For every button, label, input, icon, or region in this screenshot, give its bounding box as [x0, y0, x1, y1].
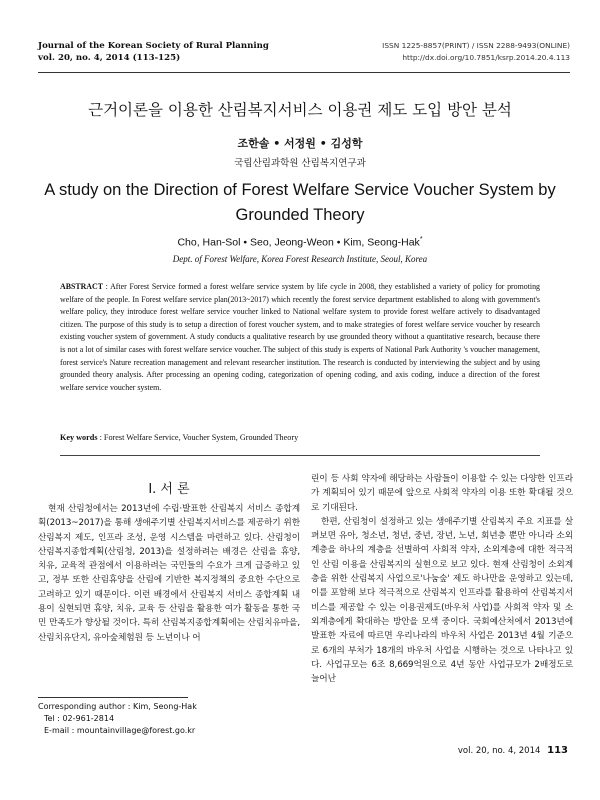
journal-header [38, 40, 269, 64]
english-authors [0, 236, 600, 249]
footnote [38, 701, 300, 737]
section-heading: I. 서 론 [148, 482, 190, 497]
keywords-text: : Forest Welfare Service, Voucher System, Grounded Theory [99, 433, 299, 442]
keywords-label: Key words [60, 433, 98, 442]
body-paragraph: 한편, 산림청이 설정하고 있는 생애주기별 산림복지 주요 지표를 살펴보면 유아, 청소년, 청년, 중년, 장년, 노년, 회년층 뿐만 아니라 소외계층을 하나의 계층을 선별하여 사회적 약자, 소외계층에 대한 적극적인 산림 이용을 산림복지의 실현으로 보고 있다. 현재 산림청이 소외계층을 위한 산림복지 사업으로'나눔숲' 제도 하나만을 운영하고 있는데, 이를 포함해 보다 적극적으로 산림복지 인프라를 활용하여 산림복지서비스를 제공할 수 있는 이용권제도(바우처 사업)를 사회적 약자 및 소외계층에게 확대하는 방안을 모색 중이다. 국회예산처에서 2013년에 발표한 자료에 따르면 우리나라의 바우처 사업은 2013년 4월 기준으로 6개의 부처가 18개의 바우처 사업을 시행하는 것으로 나타나고 있다. 사업규모는 6조 8,669억원으로 4년 동안 사업규모가 2배정도로 늘어난 [311, 516, 573, 685]
right-column [311, 472, 573, 686]
page-footer [458, 745, 568, 756]
page-number: 113 [547, 745, 568, 756]
abstract-label: ABSTRACT [60, 282, 103, 291]
keywords-rule [60, 455, 540, 456]
journal-volume: vol. 20, no. 4, 2014 (113-125) [38, 53, 181, 63]
header-rule [38, 72, 570, 73]
korean-affiliation: 국립산림과학원 산림복지연구과 [234, 158, 366, 169]
abstract [60, 281, 540, 394]
issue-label: vol. 20, no. 4, 2014 [457, 746, 541, 756]
left-column [38, 502, 300, 645]
issn-block [382, 40, 570, 64]
doi-link[interactable]: http://dx.doi.org/10.7851/ksrp.2014.20.4.113 [402, 53, 570, 62]
footnote-rule [38, 697, 188, 698]
korean-title: 근거이론을 이용한 산림복지서비스 이용권 제도 도입 방안 분석 [88, 101, 512, 119]
korean-authors: 조한솔 • 서정원 • 김성학 [237, 137, 363, 150]
keywords [60, 433, 540, 442]
abstract-text: : After Forest Service formed a forest welfare service system by life cycle in 2008, they established a variety of policy for promoting welfare of the people. In Forest welfare service plan(2013~2017) which recently the forest service department established to along with government's welfare policy, they introduce forest welfare service voucher linked to National welfare system to provide forest welfare actively to disadvantaged citizen. The purpose of this study is to setup a direction of forest voucher system, and to make strategies of forest welfare service voucher by research existing voucher system of government. A study conducts a qualitative research by use grounded theory without a quantitative research, because there is not a lot of similar cases with forest welfare service voucher. The subject of this study is experts of National Park Authority 's voucher management, forest service's Nature recreation management and relevant researcher institution. The research is conducted by interviewing the subject and by using grounded theory analysis. After processing an opening coding, categorization of opening coding, and axis coding, induce a direction of the forest welfare service voucher system. [60, 282, 540, 392]
body-paragraph: 현재 산림청에서는 2013년에 수립·발표한 산림복지 서비스 종합계획(2013~2017)을 통해 생애주기별 산림복지서비스를 제공하기 위한 산림복지 제도, 인프라 조성, 운영 시스템을 마련하고 있다. 산림청이 산림복지종합계획(산림청, 2013)을 설정하려는 배경은 산림을 휴양, 치유, 교육적 관점에서 이용하려는 국민들의 수요가 크게 급증하고 있고, 정부 또한 산림휴양을 산림에 기반한 복지정책의 중요한 수단으로 고려하고 있기 때문이다. 이런 배경에서 산림복지 서비스 종합계획 내용이 실현되면 휴양, 치유, 교육 등 산림을 활용한 여가 활동을 통한 국민 만족도가 향상될 것이다. 특히 산림복지종합계획에는 산림치유마을, 산림치유단지, 유아숲체험원 등 노년이나 어 [38, 504, 300, 643]
english-affiliation: Dept. of Forest Welfare, Korea Forest Research Institute, Seoul, Korea [172, 254, 428, 264]
phone: Tel : 02-961-2814 [44, 714, 115, 723]
english-title: A study on the Direction of Forest Welfare Service Voucher System by Grounded Theory [44, 181, 556, 224]
body-paragraph: 린이 등 사회 약자에 해당하는 사람들이 이용할 수 있는 다양한 인프라가 계획되어 있기 때문에 앞으로 사회적 약자의 이용 또한 확대될 것으로 기대된다. [311, 474, 573, 513]
journal-name: Journal of the Korean Society of Rural Planning [38, 41, 269, 51]
corresponding-mark: * [419, 236, 423, 243]
corresponding-author: Corresponding author : Kim, Seong-Hak [38, 702, 197, 711]
english-authors-names: Cho, Han-Sol • Seo, Jeong-Weon • Kim, Seong-Hak [177, 236, 420, 249]
email[interactable]: E-mail : mountainvillage@forest.go.kr [44, 726, 196, 735]
issn: ISSN 1225-8857(PRINT) / ISSN 2288-9493(ONLINE) [382, 41, 570, 50]
